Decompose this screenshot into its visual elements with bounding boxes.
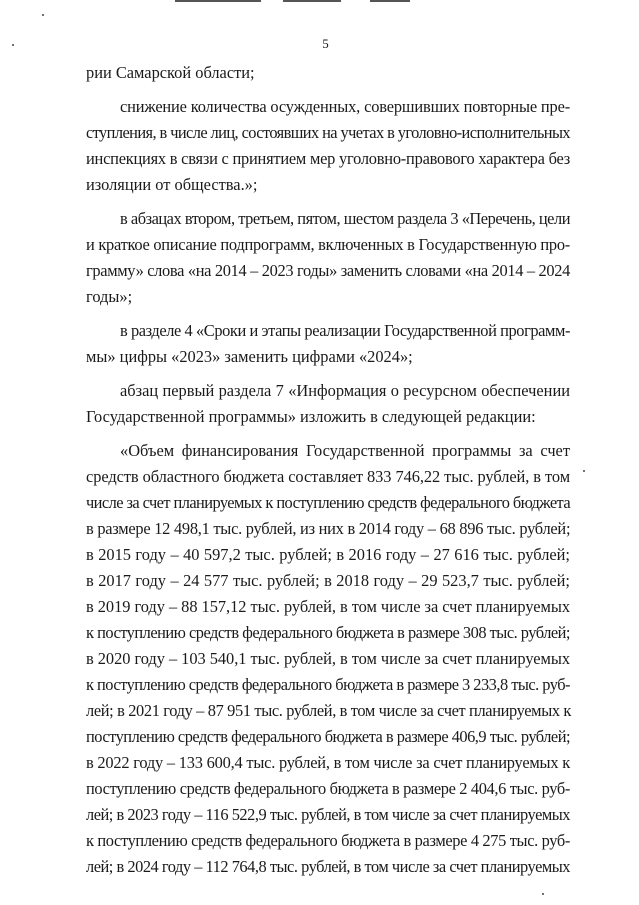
text-line: числе за счет планируемых к поступлению средств федерального бюджета — [86, 493, 571, 512]
text-line: мы» цифры «2023» заменить цифрами «2024»; — [86, 347, 413, 366]
text-line: лей; в 2024 году – 112 764,8 тыс. рублей, в том числе за счет планируемых — [86, 857, 571, 876]
text-line: к поступлению средств федерального бюджета в размере 3 233,8 тыс. руб- — [86, 675, 570, 694]
scan-artifact-line — [175, 0, 261, 2]
page-number: 5 — [322, 36, 329, 51]
scan-artifact-line — [283, 0, 341, 2]
text-line: ступления, в числе лиц, состоявших на учетах в уголовно-исполнительных — [86, 123, 570, 142]
text-line: в размере 12 498,1 тыс. рублей, из них в 2014 году – 68 896 тыс. рублей; — [86, 519, 571, 538]
text-line: лей; в 2021 году – 87 951 тыс. рублей, в том числе за счет планируемых к — [86, 701, 572, 720]
scan-speck — [542, 893, 544, 895]
text-line: в 2015 году – 40 597,2 тыс. рублей; в 2016 году – 27 616 тыс. рублей; — [86, 545, 570, 564]
text-line: изоляции от общества.»; — [86, 175, 258, 194]
text-line: средств областного бюджета составляет 833 746,22 тыс. рублей, в том — [86, 467, 571, 486]
text-line: поступлению средств федерального бюджета в размере 2 404,6 тыс. руб- — [86, 779, 570, 798]
text-line: в разделе 4 «Сроки и этапы реализации Государственной программ- — [120, 321, 571, 340]
scan-artifact-line — [370, 0, 410, 2]
text-line: и краткое описание подпрограмм, включенных в Государственную про- — [86, 235, 571, 254]
text-line: в 2017 году – 24 577 тыс. рублей; в 2018 году – 29 523,7 тыс. рублей; — [86, 571, 570, 590]
text-line: к поступлению средств федерального бюджета в размере 4 275 тыс. руб- — [86, 831, 571, 850]
text-line: поступлению средств федерального бюджета в размере 406,9 тыс. рублей; — [86, 727, 571, 746]
text-line: инспекциях в связи с принятием мер уголовно-правового характера без — [86, 149, 570, 168]
scan-speck — [583, 470, 585, 472]
text-line: «Объем финансирования Государственной программы за счет — [120, 441, 570, 460]
text-line: к поступлению средств федерального бюджета в размере 308 тыс. рублей; — [86, 623, 570, 642]
text-line: рии Самарской области; — [86, 63, 255, 82]
text-line: в 2020 году – 103 540,1 тыс. рублей, в том числе за счет планируемых — [86, 649, 570, 668]
text-line: снижение количества осужденных, совершивших повторные пре- — [120, 97, 570, 116]
text-line: Государственной программы» изложить в следующей редакции: — [86, 407, 536, 426]
text-line: в 2022 году – 133 600,4 тыс. рублей, в том числе за счет планируемых к — [86, 753, 570, 772]
body-text — [86, 60, 570, 880]
scan-speck — [42, 14, 44, 16]
text-line: в 2019 году – 88 157,12 тыс. рублей, в том числе за счет планируемых — [86, 597, 570, 616]
text-line: годы»; — [86, 287, 133, 306]
text-line: грамму» слова «на 2014 – 2023 годы» заменить словами «на 2014 – 2024 — [86, 261, 571, 280]
text-line: лей; в 2023 году – 116 522,9 тыс. рублей, в том числе за счет планируемых — [86, 805, 571, 824]
text-line: абзац первый раздела 7 «Информация о ресурсном обеспечении — [120, 381, 570, 400]
text-line: в абзацах втором, третьем, пятом, шестом раздела 3 «Перечень, цели — [120, 209, 570, 228]
